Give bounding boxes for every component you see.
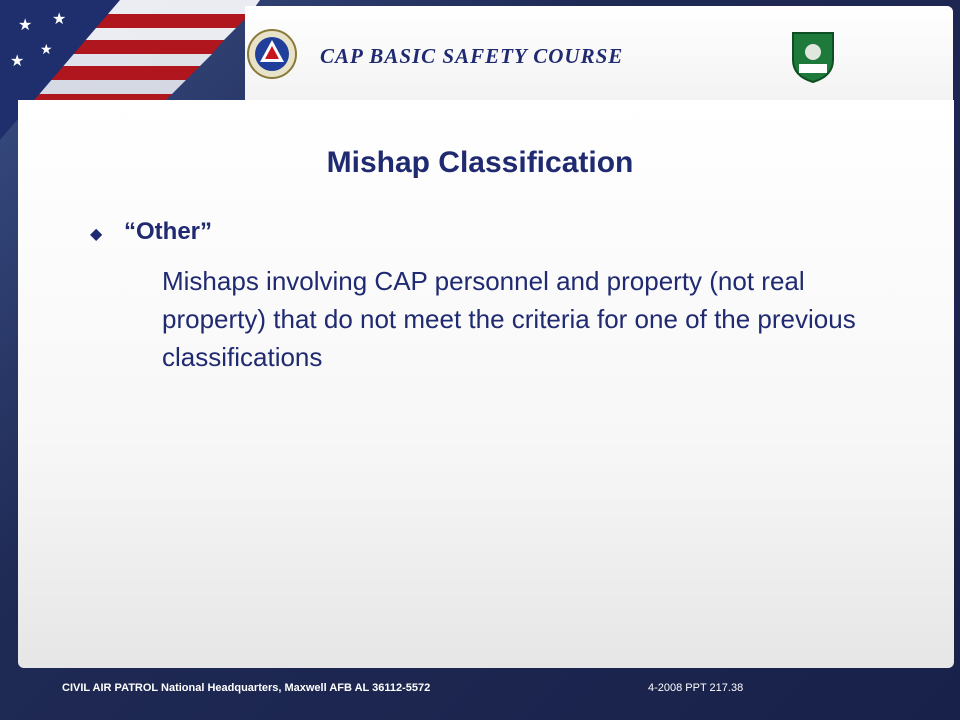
- bullet-label: “Other”: [124, 218, 213, 245]
- footer-reference: 4-2008 PPT 217.38: [648, 682, 744, 694]
- svg-text:★: ★: [10, 51, 25, 70]
- course-title: CAP BASIC SAFETY COURSE: [320, 44, 624, 68]
- svg-text:★: ★: [52, 9, 67, 28]
- slide-title: Mishap Classification: [326, 146, 634, 179]
- svg-text:★: ★: [40, 42, 53, 58]
- bullet-text: Mishaps involving CAP personnel and property (not real property) that do not meet the criteria for one of the previous classifications: [162, 266, 856, 372]
- content-panel: [18, 100, 954, 668]
- footer-organization: CIVIL AIR PATROL National Headquarters, Maxwell AFB AL 36112-5572: [62, 682, 431, 694]
- cap-seal-logo: [246, 28, 298, 80]
- svg-text:★: ★: [18, 15, 33, 34]
- diamond-bullet-icon: ◆: [90, 226, 103, 243]
- safety-shield-logo: [790, 30, 836, 84]
